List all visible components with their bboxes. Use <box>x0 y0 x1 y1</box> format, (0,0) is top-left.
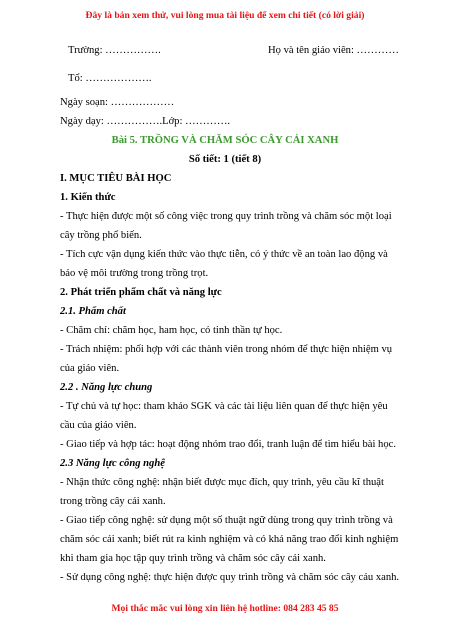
tech-competence-line: chăm sóc cải xanh; biết rút ra kinh nghiệm và có khả năng trao đổi kinh nghiệm <box>60 534 399 545</box>
section-heading-objectives: I. MỤC TIÊU BÀI HỌC <box>60 173 172 184</box>
knowledge-line: bảo vệ môi trường trong trồng trọt. <box>60 268 209 279</box>
preview-banner: Đây là bản xem thử, vui lòng mua tài liệu để xem chi tiết (có lời giải) <box>85 10 365 21</box>
general-competence-line: - Giao tiếp và hợp tác: hoạt động nhóm trao đổi, tranh luận để tìm hiểu bài học. <box>60 439 396 450</box>
lesson-title: Bài 5. TRỒNG VÀ CHĂM SÓC CÂY CẢI XANH <box>111 135 339 146</box>
hotline-footer: Mọi thắc mắc vui lòng xin liên hệ hotline: 084 283 45 85 <box>111 603 339 614</box>
quality-heading: 2.1. Phẩm chất <box>60 306 126 317</box>
tech-competence-line: trong trồng cây cải xanh. <box>60 496 166 507</box>
quality-line: của giáo viên. <box>60 363 120 374</box>
periods-info: Số tiết: 1 (tiết 8) <box>188 154 262 165</box>
general-competence-heading: 2.2 . Năng lực chung <box>60 382 153 393</box>
knowledge-heading: 1. Kiến thức <box>60 192 116 203</box>
group-field: Tổ: ………………. <box>68 73 152 84</box>
tech-competence-line: - Nhận thức công nghệ: nhận biết được mục đích, quy trình, yêu cầu kĩ thuật <box>60 477 384 488</box>
teach-date-field: Ngày dạy: …………….Lớp: …………. <box>60 116 231 127</box>
school-field: Trường: ……………. <box>68 45 161 56</box>
tech-competence-line: khi tham gia học tập quy trình trồng và chăm sóc cây cải xanh. <box>60 553 326 564</box>
tech-competence-heading: 2.3 Năng lực công nghệ <box>60 458 165 469</box>
knowledge-line: - Thực hiện được một số công việc trong quy trình trồng và chăm sóc một loại <box>60 211 392 222</box>
teacher-name-field: Họ và tên giáo viên: ………… <box>268 45 399 56</box>
quality-line: - Chăm chỉ: chăm học, ham học, có tinh thần tự học. <box>60 325 283 336</box>
general-competence-line: cầu của giáo viên. <box>60 420 137 431</box>
prep-date-field: Ngày soạn: ……………… <box>60 97 175 108</box>
tech-competence-line: - Giao tiếp công nghệ: sử dụng một số thuật ngữ dùng trong quy trình trồng và <box>60 515 393 526</box>
tech-competence-line: - Sử dụng công nghệ: thực hiện được quy trình trồng và chăm sóc cây cảu xanh. <box>60 572 400 583</box>
competence-heading: 2. Phát triển phẩm chất và năng lực <box>60 287 222 298</box>
general-competence-line: - Tự chủ và tự học: tham khảo SGK và các tài liệu liên quan để thực hiện yêu <box>60 401 388 412</box>
knowledge-line: - Tích cực vận dụng kiến thức vào thực tiễn, có ý thức về an toàn lao động và <box>60 249 388 260</box>
quality-line: - Trách nhiệm: phối hợp với các thành viên trong nhóm để thực hiện nhiệm vụ <box>60 344 393 355</box>
knowledge-line: cây trồng phổ biến. <box>60 230 142 241</box>
